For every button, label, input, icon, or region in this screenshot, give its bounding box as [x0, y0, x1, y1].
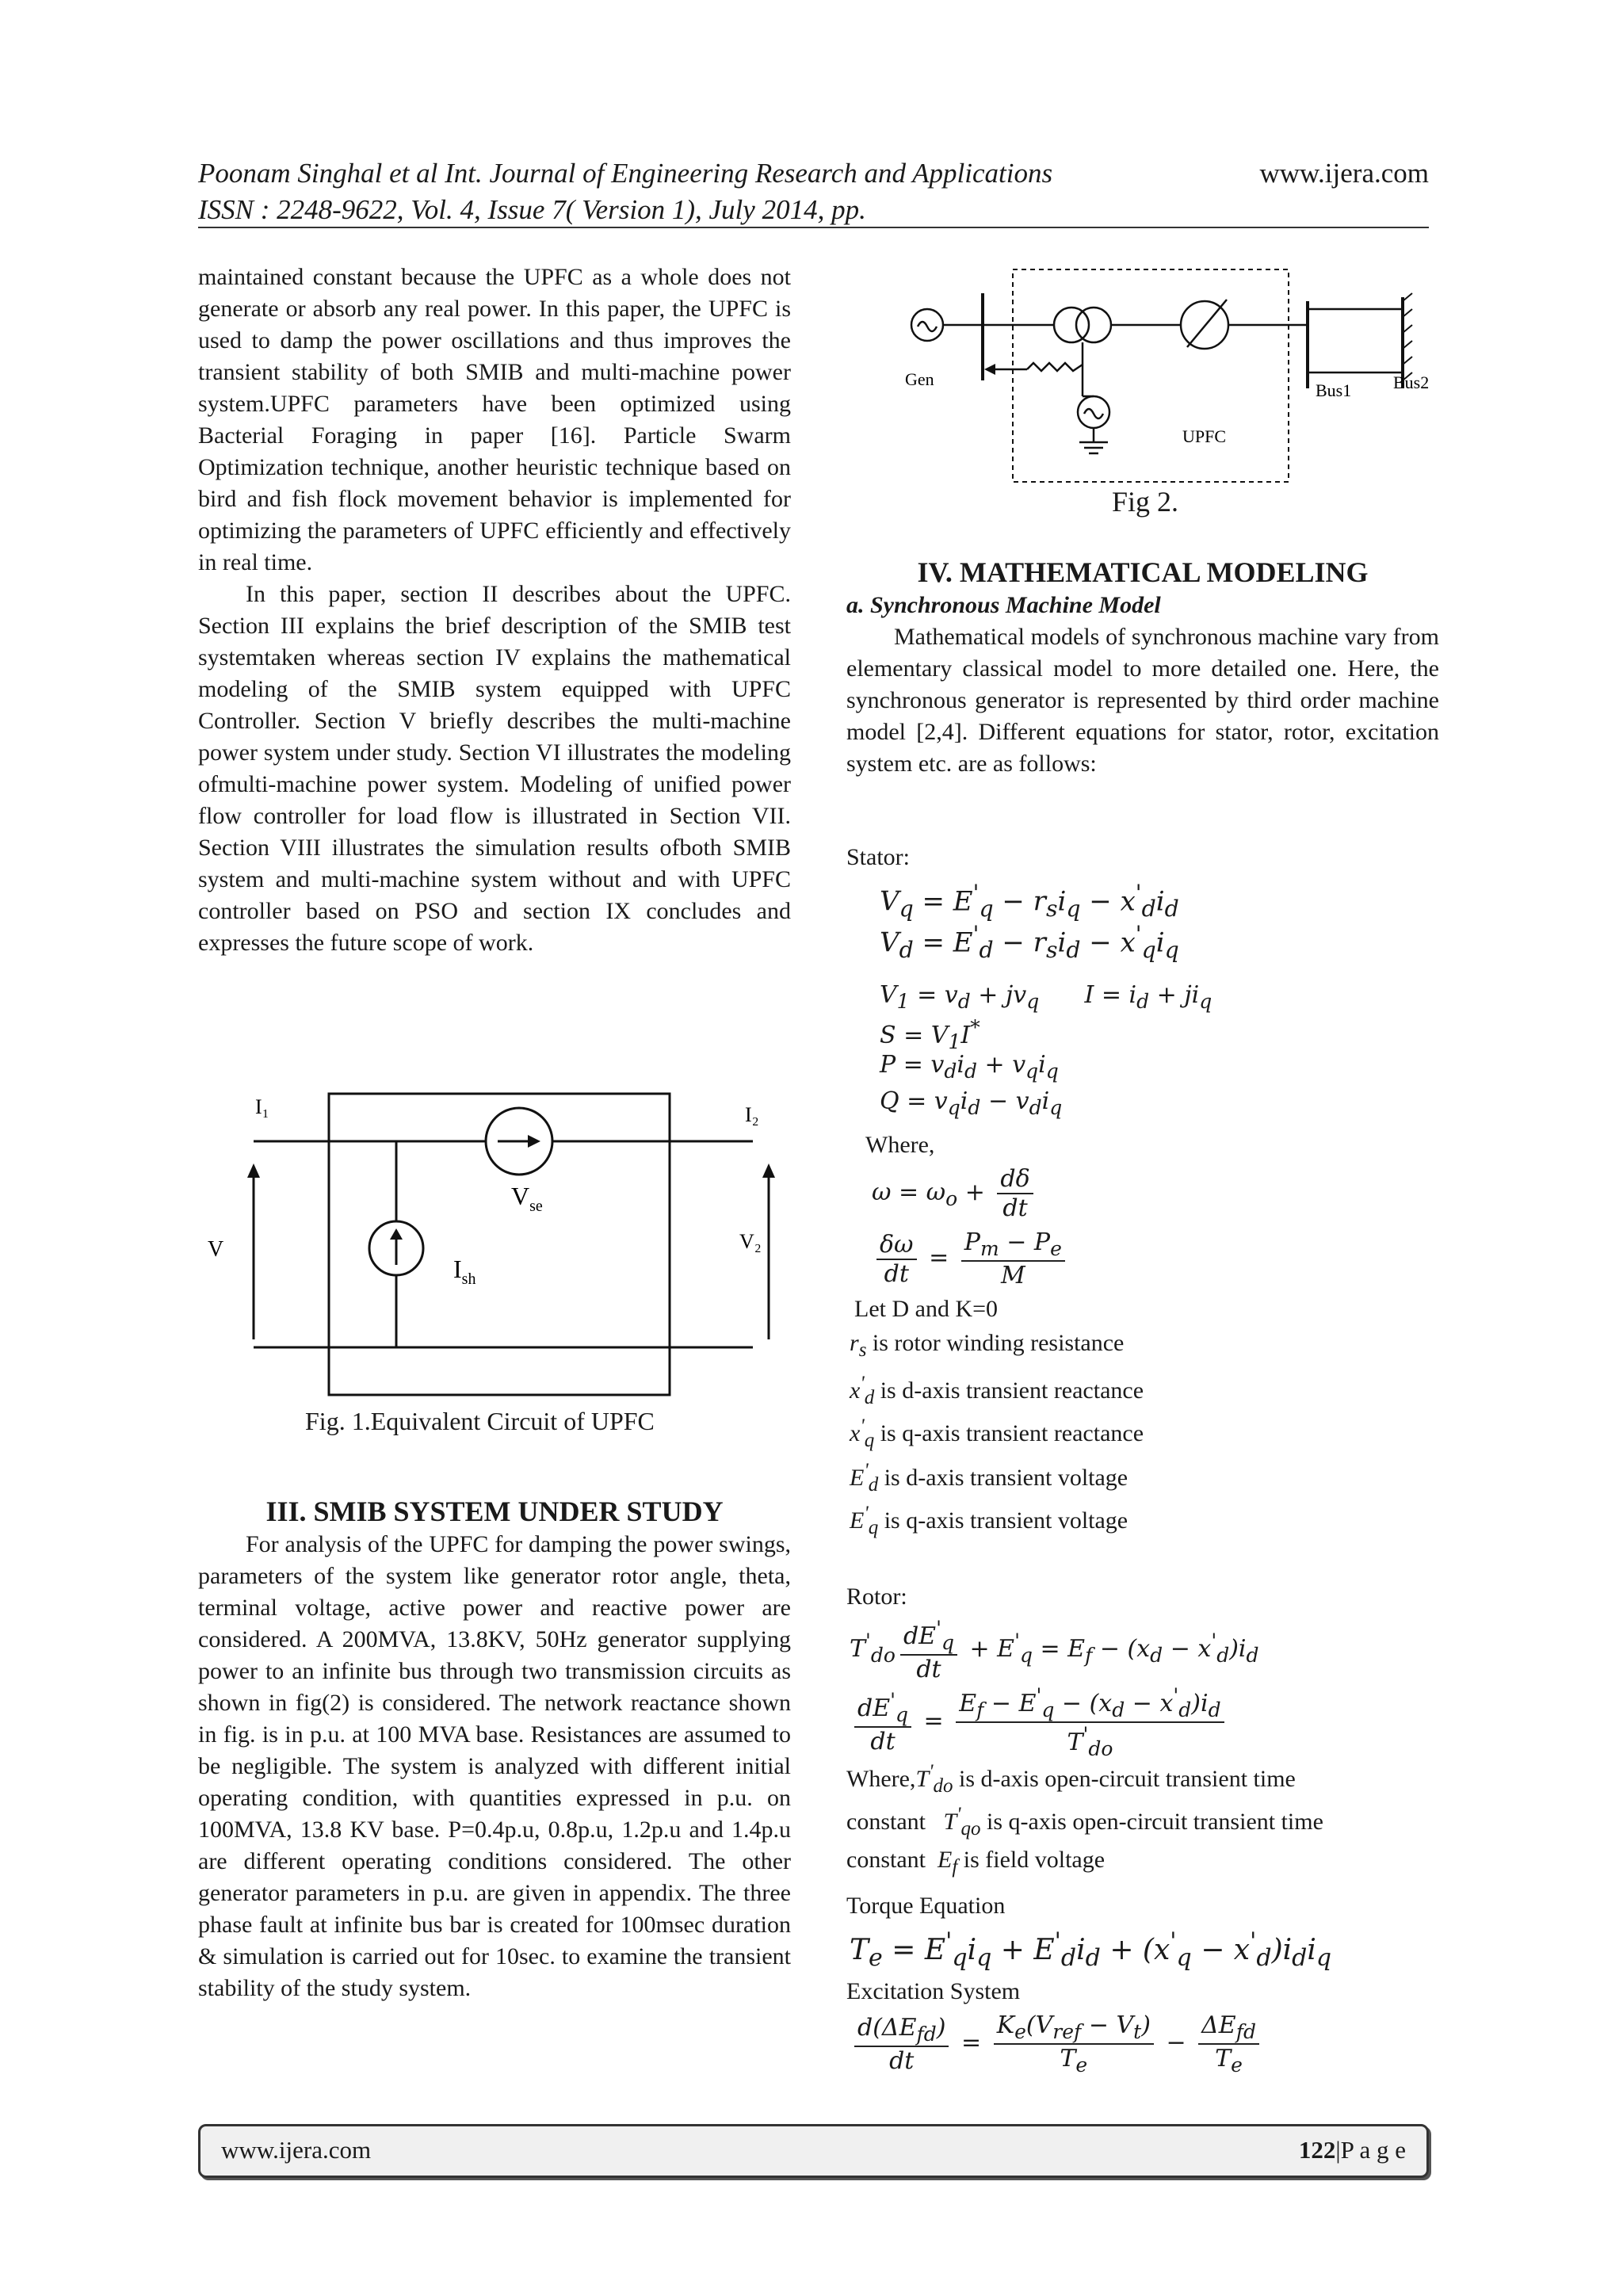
stator-label: Stator:: [846, 844, 910, 870]
where-label-2: Where,: [846, 1766, 916, 1792]
fig2-caption: Fig 2.: [1112, 486, 1179, 518]
fig1-caption: Fig. 1.Equivalent Circuit of UPFC: [305, 1407, 655, 1435]
torque-label: Torque Equation: [846, 1893, 1006, 1919]
label-v: V: [208, 1237, 224, 1262]
journal-header: [198, 155, 1052, 228]
paragraph-machine-model: Mathematical models of synchronous machine vary from elementary classical model to more detailed one. Here, the synchronous generator is represented by third order machine model [2,4]. Different equations for stator, rotor, excitation system etc. are as follows:: [846, 624, 1439, 777]
eq-description: is q-axis transient voltage: [878, 1507, 1128, 1534]
eq-s: $S = V_1I^*$: [880, 1016, 980, 1053]
let-dk: Let D and K=0: [854, 1296, 999, 1322]
eq-p: $P = v_di_d + v_qi_q$: [880, 1051, 1059, 1083]
tdo-definition: $Where,T'_{do}$ is d-axis open-circuit transient time: [846, 1761, 1296, 1797]
where-label-1: Where,: [865, 1132, 935, 1158]
svg-text:Vse: [511, 1182, 543, 1215]
label-upfc: UPFC: [1182, 426, 1227, 446]
rs-description: is rotor winding resistance: [866, 1330, 1125, 1356]
footer-page-number: [1299, 2136, 1406, 2164]
label-bus2: Bus2: [1393, 372, 1430, 392]
eq-omega: $\omega = \omega_o$ + $\frac{d\delta}{dt}$: [872, 1165, 1038, 1222]
label-v2: V₂: [739, 1230, 762, 1253]
left-column-section-3: [198, 1494, 791, 2004]
tqo-description: is q-axis open-circuit transient time: [980, 1809, 1323, 1835]
eq-v1: $V_1 = v_d + jv_q$ $I = i_d + ji_q$: [880, 981, 1212, 1013]
xd-definition: $x'_d$ is d-axis transient reactance: [850, 1373, 1144, 1408]
xq-definition: $x'_q$ is q-axis transient reactance: [850, 1415, 1144, 1451]
eq-q: $Q = v_qi_d - v_di_q$: [880, 1087, 1063, 1119]
ef-definition: constant $E_f$ is field voltage: [846, 1847, 1106, 1878]
eq-definition: $E'_q$ is q-axis transient voltage: [850, 1503, 1128, 1538]
label-vse: V: [511, 1182, 530, 1210]
paragraph-intro-end: maintained constant because the UPFC as a whole does not generate or absorb any real power. In this paper, the UPFC is used to damp the power oscillations and thus improves the transient stability of both SMIB and multi-machine power system.UPFC parameters have been optimized using Bacterial Foraging in paper [16]. Particle Swarm Optimization technique, another heuristic technique based on bird and fish flock movement behavior is implemented for optimizing the parameters of UPFC efficiently and effectively in real time.: [198, 264, 791, 575]
eq-swing: $\frac{\delta\omega}{dt}$ = $\frac{P_m - P_e}{M}$: [872, 1228, 1070, 1289]
fig2-smib-system-diagram: [896, 262, 1450, 491]
page-number: 122: [1298, 2136, 1336, 2164]
label-vse-sub: se: [529, 1198, 543, 1215]
page-footer: [198, 2124, 1429, 2178]
eq-vq: $V_q = E'_q - r_si_q - x'_di_d$: [880, 880, 1179, 923]
eq-torque: $T_e = E'_qi_q + E'_di_d + (x'_q - x'_d)i_di_q$: [850, 1927, 1332, 1973]
svg-text:Ish: [453, 1255, 475, 1288]
page-suffix: |P a g e: [1335, 2136, 1406, 2164]
label-gen: Gen: [905, 369, 934, 389]
footer-url[interactable]: www.ijera.com: [221, 2136, 372, 2164]
right-column-section-4: [846, 555, 1439, 780]
tdo-description: is d-axis open-circuit transient time: [953, 1766, 1296, 1792]
label-i2: I₂: [745, 1103, 759, 1126]
rs-definition: $r_s$ is rotor winding resistance: [850, 1330, 1125, 1361]
excitation-label: Excitation System: [846, 1978, 1021, 2004]
label-ish: I: [453, 1255, 462, 1283]
xq-description: is q-axis transient reactance: [874, 1420, 1144, 1446]
label-ish-sub: sh: [461, 1270, 476, 1288]
fig1-equivalent-circuit: [198, 1078, 800, 1450]
paragraph-smib: For analysis of the UPFC for damping the power swings, parameters of the system like generator rotor angle, theta, terminal voltage, active power and reactive power are considered. A 200MVA, 13.8KV, 50Hz generator supplying power to an infinite bus through two transmission circuits as shown in fig(2) is considered. The network reactance shown in fig. is in p.u. at 100 MVA base. Resistances are assumed to be negligible. The system is analyzed with different initial operating condition, with quantities expressed in p.u. on 100MVA, 13.8 KV base. P=0.4p.u, 0.8p.u, 1.2p.u and 1.4p.u are different operating conditions considered. The other generator parameters in p.u. are given in appendix. The three phase fault at infinite bus bar is created for 100msec duration & simulation is carried out for 10sec. to examine the transient stability of the study system.: [198, 1531, 791, 2001]
ed-definition: $E'_d$ is d-axis transient voltage: [850, 1460, 1128, 1496]
left-column-top: [198, 262, 791, 959]
tqo-definition: constant $T'_{qo}$ is q-axis open-circuit transient time: [846, 1804, 1323, 1839]
rotor-label: Rotor:: [846, 1584, 907, 1610]
constant-label-2: constant: [846, 1847, 926, 1873]
constant-label-1: constant: [846, 1809, 926, 1835]
header-url[interactable]: www.ijera.com: [1259, 158, 1429, 189]
eq-rotor-1: $T'_{do}$ $\frac{dE'_q}{dt}$ + $E'_q = E_f - (x_d - x'_d)i_d$: [850, 1617, 1259, 1683]
eq-rotor-2: $\frac{dE'_q}{dt}$ = $\frac{E_f - E'_q - (x_d - x'_d)i_d}{T'_{do}}$: [850, 1684, 1229, 1760]
eq-excitation: $\frac{d(\Delta E_{fd})}{dt}$ = $\frac{K_e(V_{ref} - V_t)}{T_e}$ − $\frac{\Delta E_{fd}}{T_e}$: [850, 2011, 1264, 2076]
header-line-1: Poonam Singhal et al Int. Journal of Engineering Research and Applications: [198, 158, 1053, 189]
section-4-title: IV. MATHEMATICAL MODELING: [917, 556, 1369, 588]
ed-description: is d-axis transient voltage: [878, 1465, 1128, 1491]
header-line-2: ISSN : 2248-9622, Vol. 4, Issue 7( Version 1), July 2014, pp.: [198, 194, 866, 225]
ef-description: is field voltage: [957, 1847, 1106, 1873]
subsection-a-title: a. Synchronous Machine Model: [846, 592, 1161, 618]
eq-vd: $V_d = E'_d - r_si_d - x'_qi_q$: [880, 921, 1179, 964]
label-bus1: Bus1: [1316, 380, 1352, 400]
section-3-title: III. SMIB SYSTEM UNDER STUDY: [265, 1496, 724, 1527]
label-i1: I₁: [255, 1095, 269, 1118]
header-rule: [198, 227, 1429, 228]
paragraph-paper-outline: In this paper, section II describes about the UPFC. Section III explains the brief description of the SMIB test systemtaken whereas section IV explains the mathematical modeling of the SMIB system equipped with UPFC Controller. Section V briefly describes the multi-machine power system under study. Section VI illustrates the modeling ofmulti-machine power system. Modeling of unified power flow controller for load flow is illustrated in Section VII. Section VIII illustrates the simulation results ofboth SMIB system and multi-machine system without and with UPFC controller based on PSO and section IX concludes and expresses the future scope of work.: [198, 581, 791, 956]
xd-description: is d-axis transient reactance: [874, 1377, 1144, 1404]
